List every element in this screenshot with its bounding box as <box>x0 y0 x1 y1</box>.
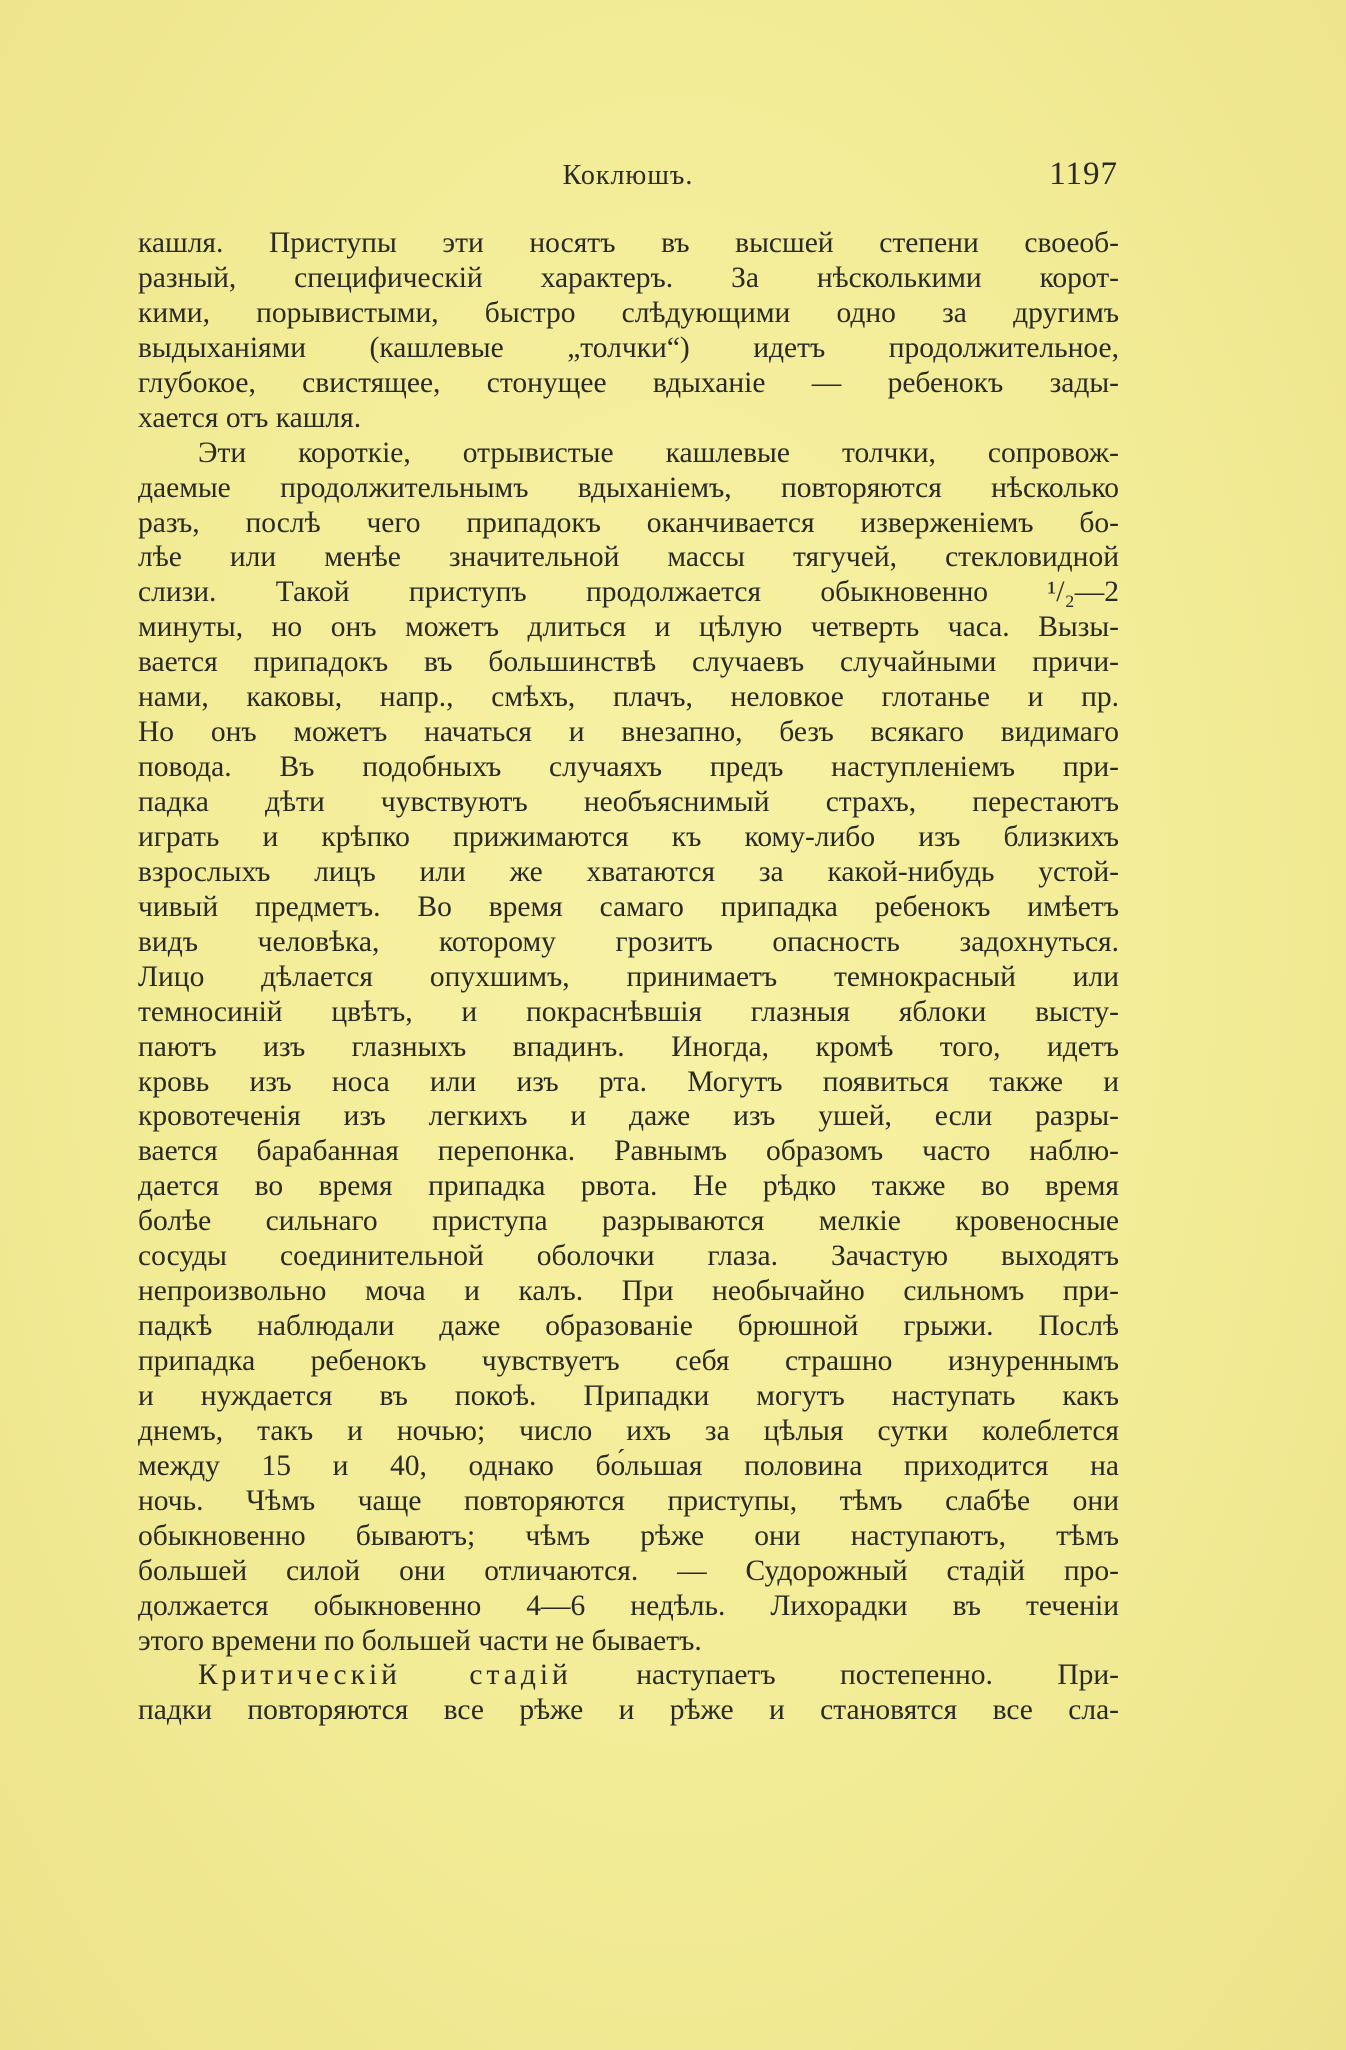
body-text <box>138 226 1119 1728</box>
running-title: Коклюшъ. <box>562 160 694 191</box>
text-line: припадка ребенокъ чувствуетъ себя страшно изнуреннымъ <box>138 1345 1119 1377</box>
text-line: минуты, но онъ можетъ длиться и цѣлую четверть часа. Вызы- <box>138 611 1119 644</box>
text-line: большей силой они отличаются. — Судорожный стадій про- <box>138 1554 1119 1587</box>
text-line: глубокое, свистящее, стонущее вдыханіе — ребенокъ зады- <box>138 366 1119 399</box>
text-line: ночь. Чѣмъ чаще повторяются приступы, тѣмъ слабѣе они <box>138 1484 1119 1517</box>
text-line: днемъ, такъ и ночью; число ихъ за цѣлыя сутки колеблется <box>138 1414 1119 1447</box>
text-line: слизи. Такой приступъ продолжается обыкновенно ¹/₂—2 <box>138 576 1119 609</box>
text-line: разъ, послѣ чего припадокъ оканчивается изверженіемъ бо- <box>138 506 1119 539</box>
text-line: нами, каковы, напр., смѣхъ, плачъ, неловкое глотанье и пр. <box>138 681 1119 714</box>
text-line: хается отъ кашля. <box>138 401 362 434</box>
text-line: видъ человѣка, которому грозитъ опасность задохнуться. <box>138 925 1119 958</box>
text-line: темносиній цвѣтъ, и покраснѣвшія глазныя яблоки высту- <box>138 995 1119 1028</box>
text-line: кровотеченія изъ легкихъ и даже изъ ушей, если разры- <box>138 1100 1119 1133</box>
page-header <box>138 152 1118 202</box>
text-line <box>138 1658 1119 1693</box>
text-line: болѣе сильнаго приступа разрываются мелкіе кровеносные <box>138 1205 1119 1238</box>
text-line: чивый предметъ. Во время самаго припадка ребенокъ имѣетъ <box>138 890 1119 923</box>
text-line: вается барабанная перепонка. Равнымъ образомъ часто наблю- <box>138 1135 1119 1168</box>
text-line: повода. Въ подобныхъ случаяхъ предъ наступленіемъ при- <box>138 751 1119 784</box>
text-line: этого времени по большей части не бываетъ. <box>138 1624 702 1657</box>
text-line: должается обыкновенно 4—6 недѣль. Лихорадки въ теченіи <box>138 1589 1119 1622</box>
text-line: даемые продолжительнымъ вдыханіемъ, повторяются нѣсколько <box>138 471 1119 504</box>
text-line: Лицо дѣлается опухшимъ, принимаетъ темнокрасный или <box>138 960 1119 993</box>
text-fragment: наступаетъ постепенно. При- <box>571 1659 1119 1692</box>
text-line: Эти короткіе, отрывистые кашлевые толчки, сопровож- <box>198 436 1119 469</box>
text-line: падкѣ наблюдали даже образованіе брюшной грыжи. Послѣ <box>138 1310 1119 1343</box>
text-line: выдыханіями (кашлевые „толчки“) идетъ продолжительное, <box>138 331 1119 364</box>
text-line: взрослыхъ лицъ или же хватаются за какой-нибудь устой- <box>138 855 1119 888</box>
text-line: между 15 и 40, однако бо́льшая половина приходится на <box>138 1449 1119 1482</box>
text-line: падки повторяются все рѣже и рѣже и становятся все сла- <box>138 1694 1119 1727</box>
text-line: падка дѣти чувствуютъ необъяснимый страхъ, перестаютъ <box>138 786 1119 818</box>
spaced-term: Критическій стадій <box>198 1659 572 1692</box>
text-line: паютъ изъ глазныхъ впадинъ. Иногда, кромѣ того, идетъ <box>138 1030 1119 1063</box>
text-line: непроизвольно моча и калъ. При необычайно сильномъ при- <box>138 1275 1119 1308</box>
text-line: кровь изъ носа или изъ рта. Могутъ появиться также и <box>138 1065 1119 1098</box>
text-line: кими, порывистыми, быстро слѣдующими одно за другимъ <box>138 296 1119 329</box>
text-line: вается припадокъ въ большинствѣ случаевъ случайными причи- <box>138 646 1119 679</box>
text-line: и нуждается въ покоѣ. Припадки могутъ наступать какъ <box>138 1379 1119 1412</box>
text-line: сосуды соединительной оболочки глаза. Зачастую выходятъ <box>138 1240 1119 1273</box>
text-line: обыкновенно бываютъ; чѣмъ рѣже они наступаютъ, тѣмъ <box>138 1519 1119 1552</box>
text-line: разный, специфическій характеръ. За нѣсколькими корот- <box>138 261 1119 294</box>
text-line: лѣе или менѣе значительной массы тягучей, стекловидной <box>138 541 1119 574</box>
text-line: играть и крѣпко прижимаются къ кому-либо изъ близкихъ <box>138 820 1119 853</box>
page-number: 1197 <box>1049 156 1118 192</box>
text-line: Но онъ можетъ начаться и внезапно, безъ всякаго видимаго <box>138 716 1119 749</box>
text-line: дается во время припадка рвота. Не рѣдко также во время <box>138 1170 1119 1203</box>
text-line: кашля. Приступы эти носятъ въ высшей степени своеоб- <box>138 227 1119 259</box>
